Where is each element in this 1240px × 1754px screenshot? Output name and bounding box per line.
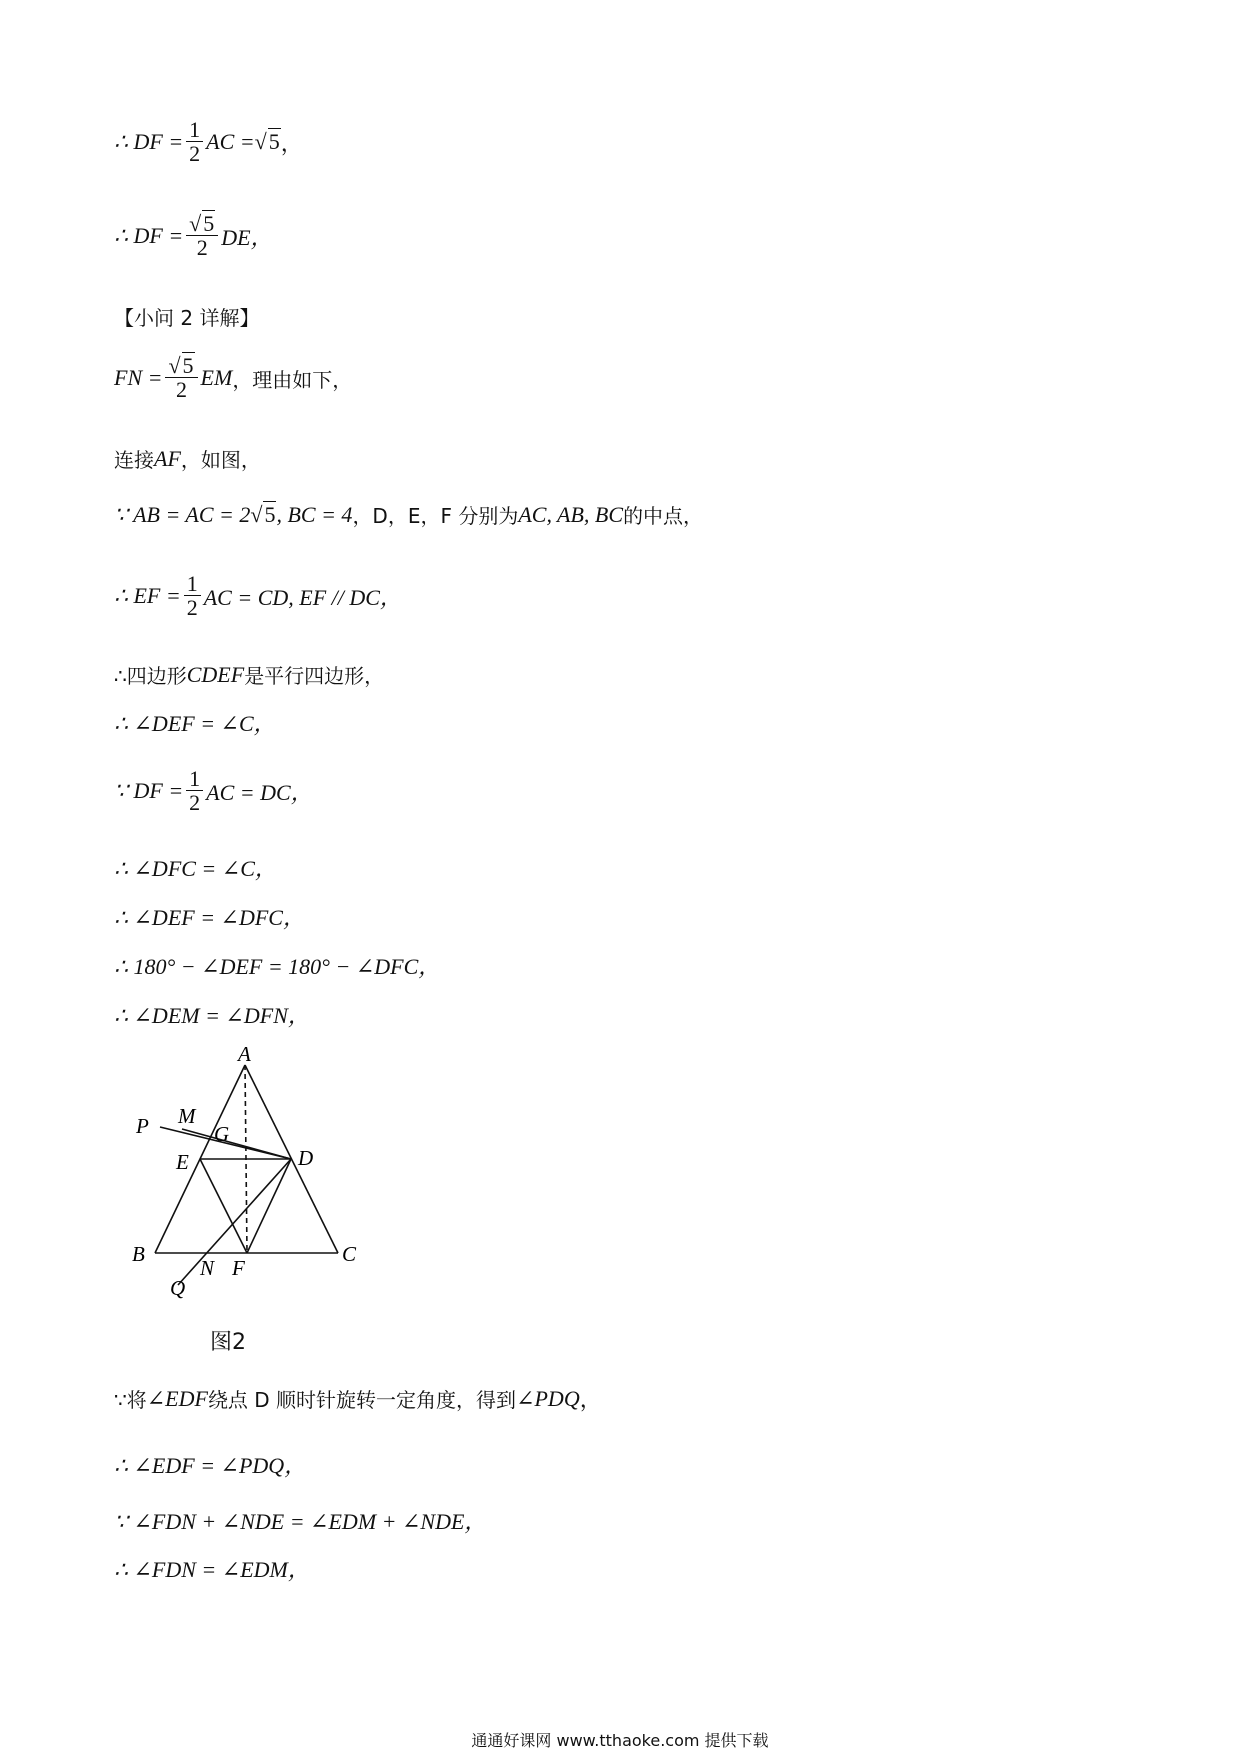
fraction xyxy=(186,767,203,815)
fraction-numerator: 1 xyxy=(186,767,203,791)
solution-line-2 xyxy=(114,212,273,260)
label-e: E xyxy=(176,1150,189,1174)
math-text: DE， xyxy=(221,224,273,250)
fraction xyxy=(184,572,201,620)
solution-line-12: ∴ ∠DEF = ∠DFC， xyxy=(114,905,305,930)
radicand: 5 xyxy=(264,501,276,527)
solution-line-10 xyxy=(114,767,313,815)
segment-df xyxy=(247,1159,291,1253)
punctuation: ， xyxy=(579,1387,602,1412)
chinese-text: 连接 xyxy=(114,448,154,472)
label-p: P xyxy=(136,1114,149,1138)
label-c: C xyxy=(342,1242,357,1266)
math-text: ∵ DF = xyxy=(114,778,184,804)
math-text: AC = DC， xyxy=(206,779,313,805)
radicand: 5 xyxy=(203,211,215,236)
label-b: B xyxy=(132,1242,145,1266)
math-text: AC, AB, BC xyxy=(518,501,624,527)
math-text: ∴ EF = xyxy=(114,583,181,609)
chinese-text: ∵将 xyxy=(114,1388,147,1412)
label-q: Q xyxy=(170,1276,186,1300)
solution-line-18: ∴ ∠FDN = ∠EDM， xyxy=(114,1557,310,1582)
chinese-text: ∴四边形 xyxy=(114,664,187,688)
fraction xyxy=(165,354,197,402)
fraction-denominator: 2 xyxy=(196,235,208,261)
math-text: ∴ DF = xyxy=(114,223,184,249)
label-g: G xyxy=(214,1122,230,1146)
math-text: ∵ AB = AC = 2 xyxy=(114,501,251,527)
chinese-text: ，如图， xyxy=(180,448,261,472)
fraction-numerator: 1 xyxy=(184,572,201,596)
math-text: AF xyxy=(154,445,181,471)
fraction-denominator: 2 xyxy=(189,790,201,816)
punctuation: ， xyxy=(280,130,303,156)
solution-line-4 xyxy=(114,354,352,402)
radicand: 5 xyxy=(268,129,280,155)
fraction-numerator: √5 xyxy=(165,354,197,378)
solution-line-14: ∴ ∠DEM = ∠DFN， xyxy=(114,1003,310,1028)
chinese-text: ，理由如下， xyxy=(232,367,353,392)
solution-line-13: ∴ 180° − ∠DEF = 180° − ∠DFC， xyxy=(114,954,441,979)
chinese-text: ，D，E，F 分别为 xyxy=(352,504,519,528)
label-f: F xyxy=(232,1256,245,1280)
label-a: A xyxy=(238,1045,251,1066)
math-text: AC = xyxy=(206,129,255,155)
math-text: ∠EDF xyxy=(146,1385,208,1411)
solution-line-16: ∴ ∠EDF = ∠PDQ， xyxy=(114,1453,307,1478)
chinese-text: 绕点 D 顺时针旋转一定角度，得到 xyxy=(207,1388,517,1412)
square-root: √5 xyxy=(254,129,280,155)
segment-ef xyxy=(200,1159,247,1253)
solution-line-11: ∴ ∠DFC = ∠C， xyxy=(114,856,277,881)
square-root: √5 xyxy=(250,501,276,527)
label-n: N xyxy=(200,1256,215,1280)
fraction-denominator: 2 xyxy=(186,595,198,621)
math-text: , BC = 4 xyxy=(276,501,353,527)
fraction-denominator: 2 xyxy=(176,377,187,403)
math-text: CDEF xyxy=(186,661,245,687)
fraction xyxy=(186,118,203,166)
fraction-numerator: 1 xyxy=(186,118,203,142)
chinese-text: 是平行四边形， xyxy=(244,664,385,688)
solution-line-9: ∴ ∠DEF = ∠C， xyxy=(114,711,276,736)
solution-line-17: ∵ ∠FDN + ∠NDE = ∠EDM + ∠NDE， xyxy=(114,1509,487,1534)
fraction-denominator: 2 xyxy=(189,141,201,167)
segment-md xyxy=(182,1129,291,1159)
solution-line-5 xyxy=(114,444,261,473)
solution-line-8 xyxy=(114,660,384,689)
radicand: 5 xyxy=(182,353,194,378)
segment-af-dashed xyxy=(245,1065,247,1253)
chinese-text: 的中点， xyxy=(623,504,704,528)
solution-line-6 xyxy=(114,500,703,529)
math-text: ∴ DF = xyxy=(114,129,184,155)
section-heading: 【小问 2 详解】 xyxy=(114,306,260,330)
math-text: FN = xyxy=(114,365,163,391)
solution-line-7 xyxy=(114,572,402,620)
fraction xyxy=(186,212,218,260)
label-d: D xyxy=(298,1146,314,1170)
math-text: ∠PDQ xyxy=(516,1385,580,1411)
solution-line-15 xyxy=(114,1383,602,1414)
label-m: M xyxy=(178,1104,196,1128)
fraction-numerator: √5 xyxy=(186,212,218,236)
geometry-figure xyxy=(120,1045,370,1315)
solution-line-1 xyxy=(114,118,303,166)
math-text: AC = CD, EF // DC， xyxy=(203,584,402,610)
figure-caption: 图2 xyxy=(210,1330,246,1355)
page-footer: 通通好课网 www.tthaoke.com 提供下载 xyxy=(471,1731,769,1750)
math-text: EM xyxy=(200,365,233,391)
